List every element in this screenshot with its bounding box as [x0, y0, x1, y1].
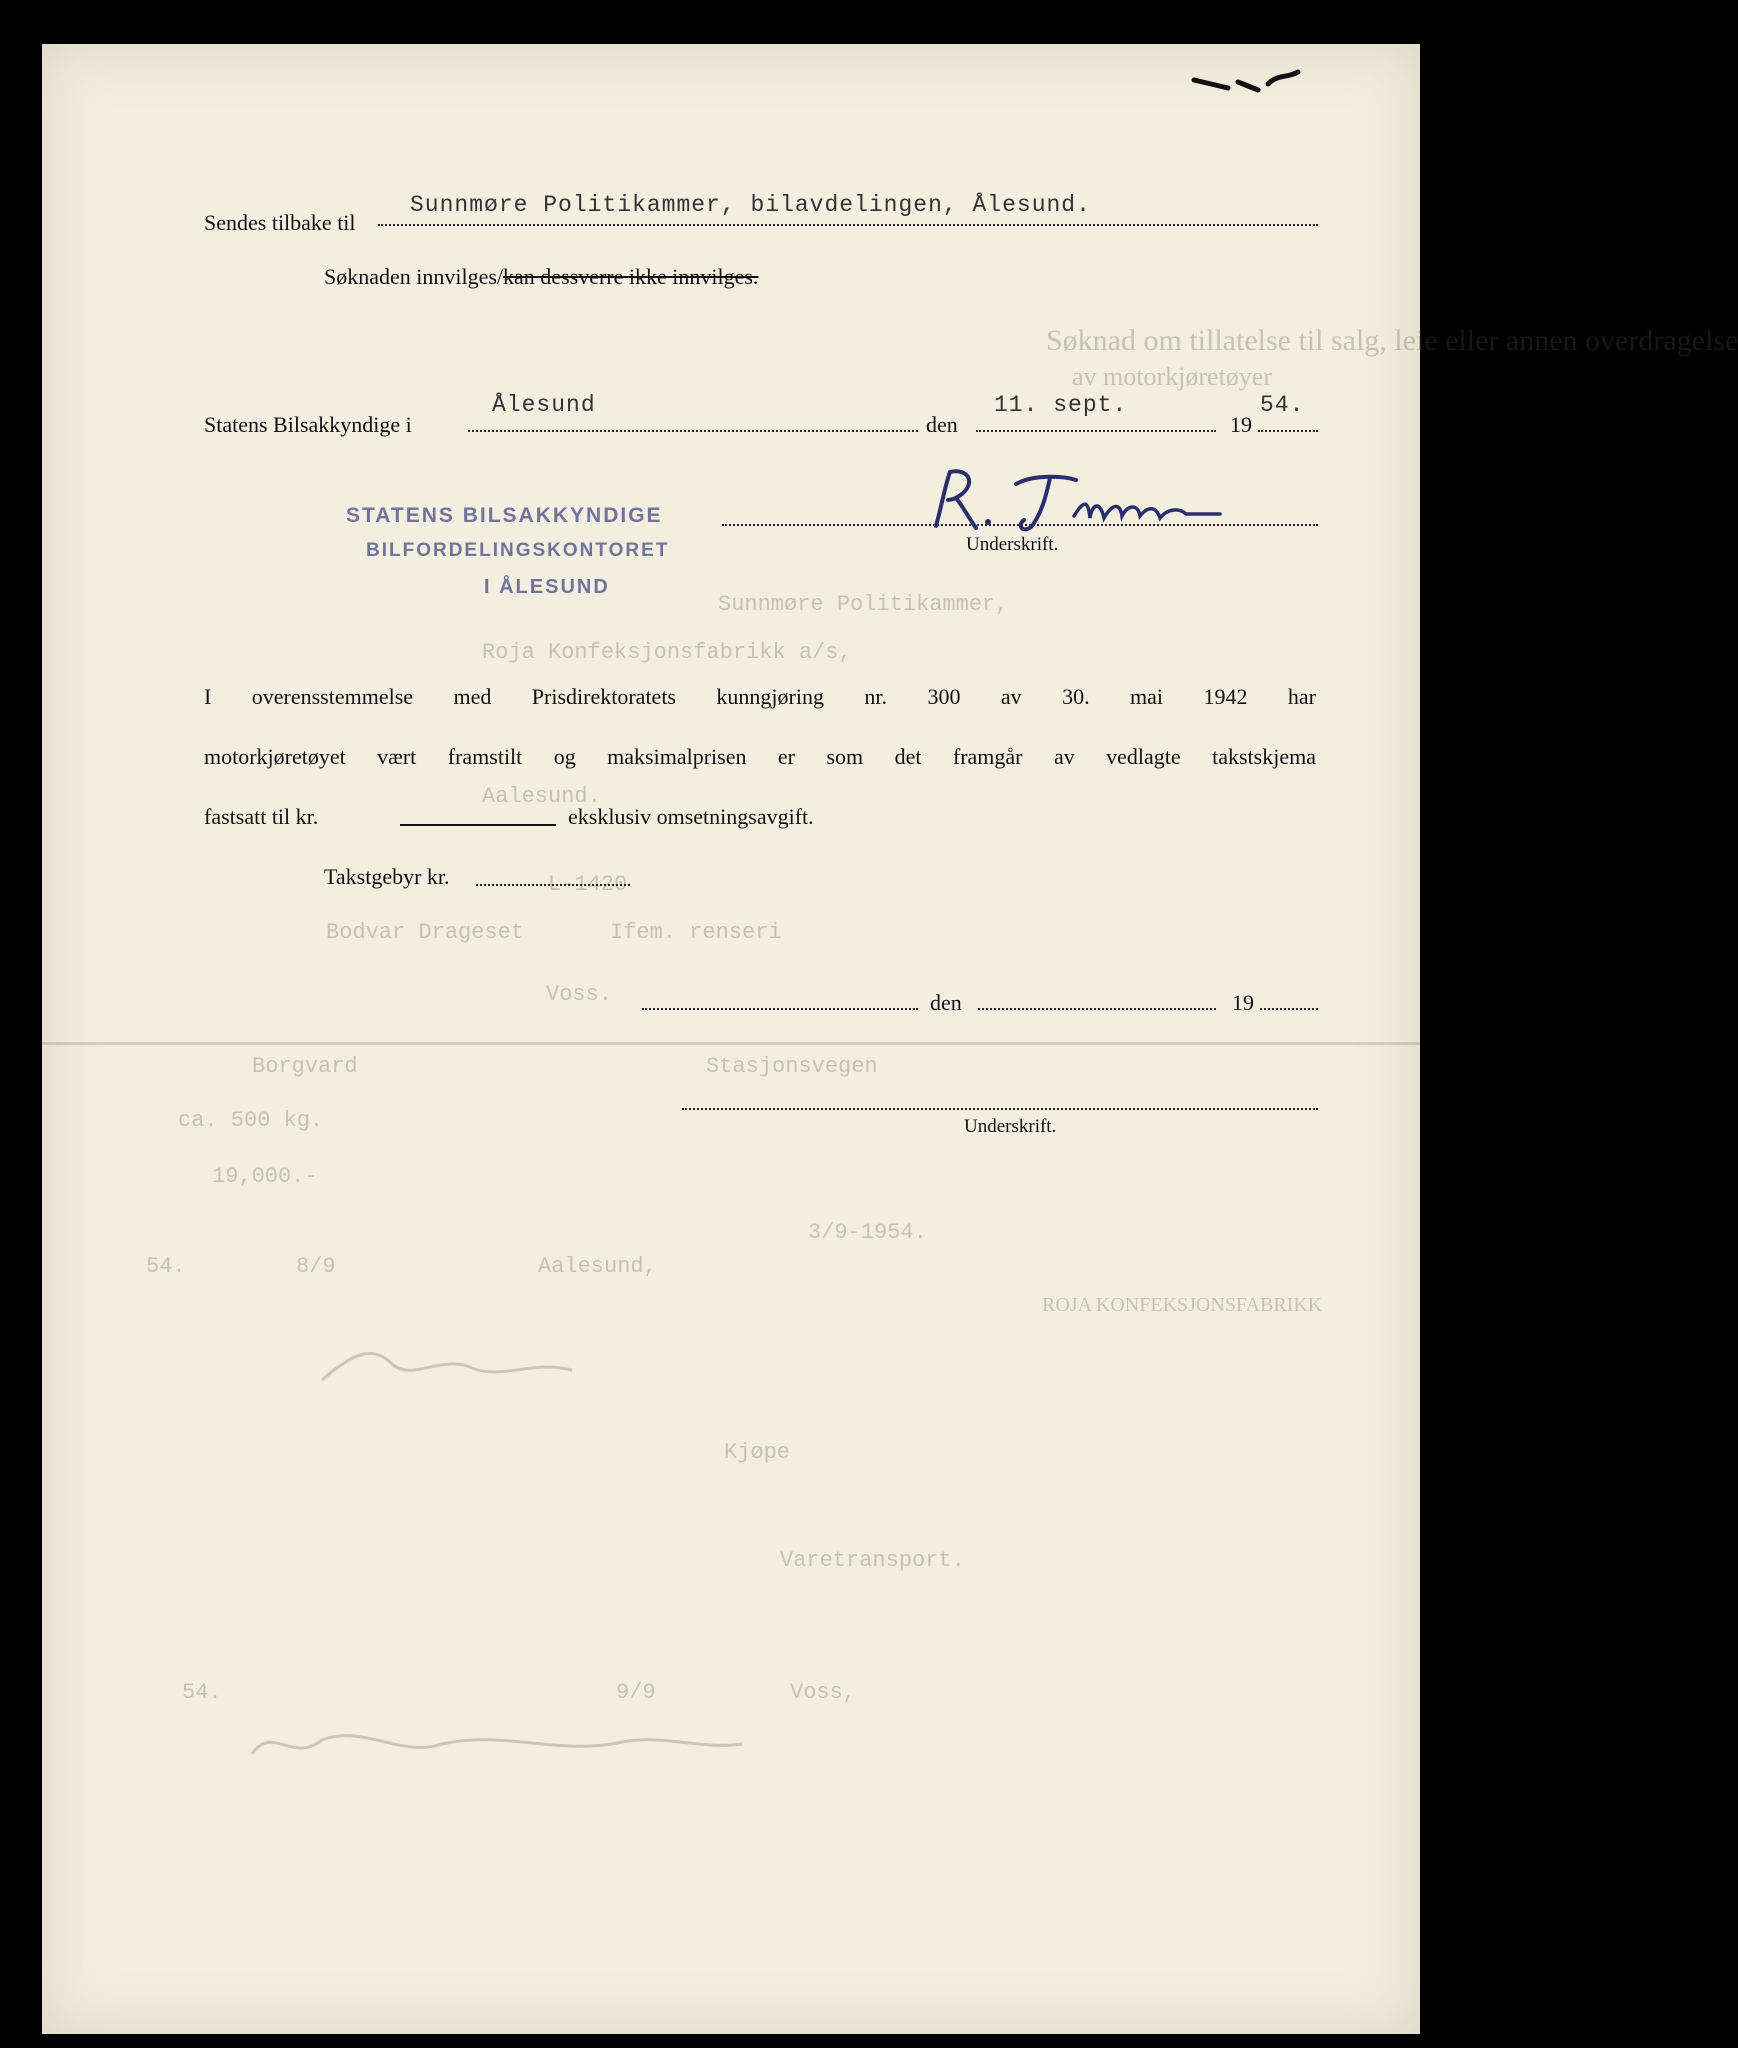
- ink-mark: [1188, 60, 1308, 100]
- price-blank-line: [400, 824, 556, 826]
- bleed-date: 3/9-1954.: [808, 1220, 927, 1245]
- authority-dotted-line: [468, 430, 918, 432]
- bleed-signature-2: [242, 1704, 762, 1784]
- send-back-dotted-line: [378, 224, 1318, 226]
- year-dotted-line: [1258, 430, 1318, 432]
- stamp-line-1: STATENS BILSAKKYNDIGE: [346, 504, 663, 527]
- authority-place: Ålesund: [492, 392, 596, 418]
- den-label-2: den: [930, 990, 962, 1015]
- bleed-farm: Borgvard: [252, 1054, 358, 1079]
- year-dotted-line-2: [1260, 1008, 1318, 1010]
- stamp-line-2: BILFORDELINGSKONTORET: [366, 540, 670, 561]
- application-granted: Søknaden innvilges/: [324, 264, 504, 289]
- document-page: [42, 44, 1738, 2034]
- body-line-2: motorkjøretøyet vært framstilt og maksimalprisen er som det framgår av vedlagte takstskjema: [204, 744, 1316, 769]
- fee-dotted-line: [476, 884, 630, 886]
- bleed-usage: Varetransport.: [780, 1548, 965, 1573]
- bleed-place: Voss.: [546, 982, 613, 1007]
- signature-label: Underskrift.: [966, 534, 1059, 555]
- bleed-purpose: Kjøpe: [724, 1440, 791, 1465]
- date-dotted-line-2: [978, 1008, 1216, 1010]
- bleed-sign-date: 8/9: [296, 1254, 336, 1279]
- handwritten-signature: [924, 464, 1234, 544]
- bleed-company: Roja Konfeksjonsfabrikk a/s,: [482, 640, 852, 665]
- fee-label: Takstgebyr kr.: [324, 864, 450, 889]
- body-line-1: I overensstemmelse med Prisdirektoratets kunngjøring nr. 300 av 30. mai 1942 har: [204, 684, 1316, 709]
- bleed-name: Bodvar Drageset: [326, 920, 525, 945]
- year-prefix: 19: [1230, 412, 1252, 437]
- bleed-sign2-date: 9/9: [616, 1680, 656, 1705]
- den-label: den: [926, 412, 958, 437]
- signature-dotted-line-2: [682, 1108, 1318, 1110]
- bleed-address: Stasjonsvegen: [706, 1054, 878, 1079]
- year-prefix-2: 19: [1232, 990, 1254, 1015]
- bleed-recipient: Sunnmøre Politikammer,: [718, 592, 1009, 617]
- year-value: 54.: [1260, 392, 1305, 418]
- bleed-header: Søknad om tillatelse til salg, leie eller annen overdragelse: [1046, 324, 1738, 357]
- bleed-sign-city: Aalesund,: [538, 1254, 657, 1279]
- stamp-line-3: I ÅLESUND: [484, 576, 610, 598]
- send-back-value: Sunnmøre Politikammer, bilavdelingen, Ålesund.: [410, 192, 1091, 218]
- date-value: 11. sept.: [994, 392, 1128, 418]
- bleed-price: 19,000.-: [212, 1164, 318, 1189]
- bleed-sign2-city: Voss,: [790, 1680, 857, 1705]
- signature-label-2: Underskrift.: [964, 1116, 1057, 1137]
- bleed-sign2-year: 54.: [182, 1680, 222, 1705]
- bleed-weight: ca. 500 kg.: [178, 1108, 324, 1133]
- bleed-trade: Ifem. renseri: [610, 920, 782, 945]
- price-suffix: eksklusiv omsetningsavgift.: [568, 804, 814, 829]
- authority-label: Statens Bilsakkyndige i: [204, 412, 412, 437]
- bleed-sign-year: 54.: [146, 1254, 186, 1279]
- application-decision: [324, 264, 758, 290]
- bleed-sign-company: ROJA KONFEKSJONSFABRIKK: [1042, 1294, 1323, 1316]
- bleed-city: Aalesund.: [482, 784, 601, 809]
- place-dotted-line-2: [642, 1008, 918, 1010]
- fold-crease: [42, 1042, 1420, 1045]
- date-dotted-line: [976, 430, 1216, 432]
- price-label: fastsatt til kr.: [204, 804, 319, 829]
- application-denied: kan dessverre ikke innvilges.: [503, 264, 759, 289]
- bleed-header-2: av motorkjøretøyer: [1072, 362, 1272, 391]
- bleed-reg: L-1420: [548, 872, 628, 897]
- bleed-signature-1: [312, 1324, 612, 1404]
- send-back-label: Sendes tilbake til: [204, 210, 356, 235]
